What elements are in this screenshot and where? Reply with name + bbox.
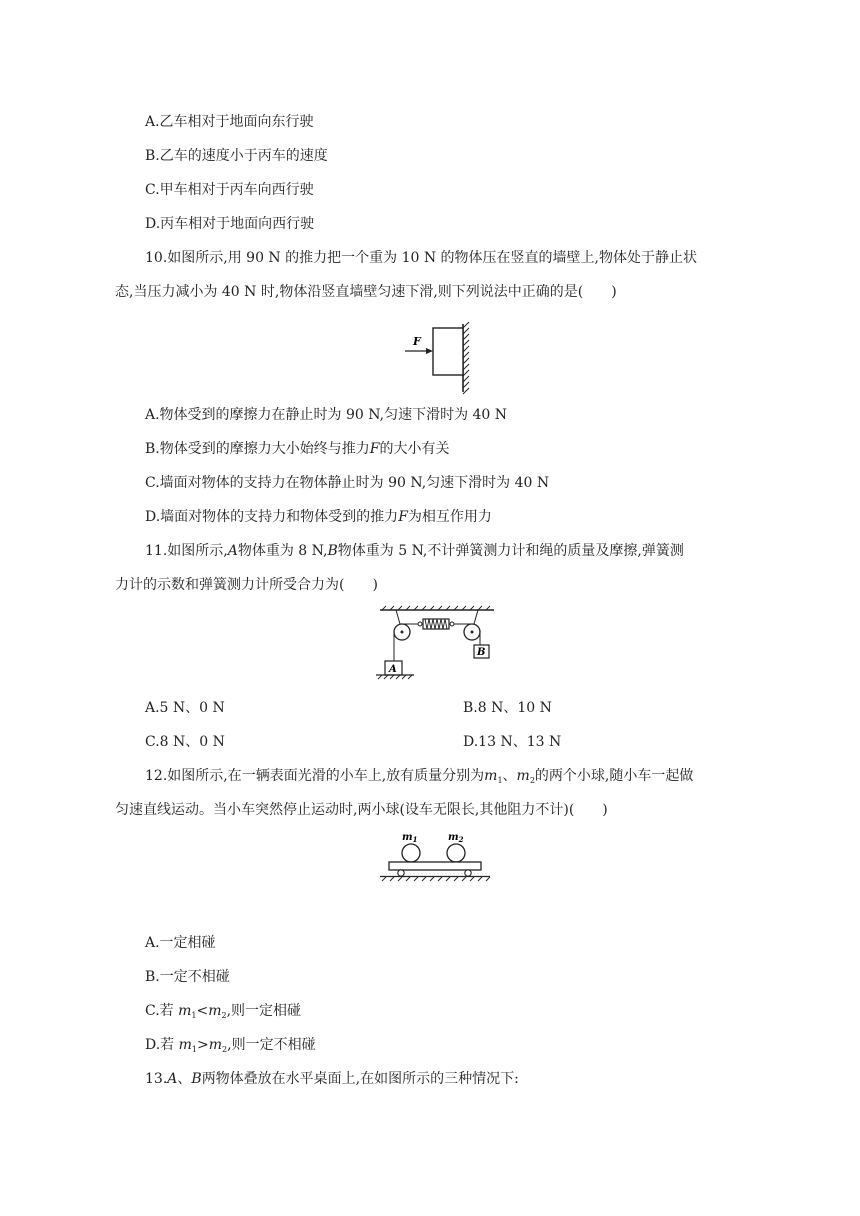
q12-stem-line2: 匀速直线运动。当小车突然停止运动时,两小球(设车无限长,其他阻力不计)( ) <box>115 802 608 818</box>
q12-option-c: C.若 $m_1<m_2$,则一定相碰 <box>145 1003 302 1020</box>
q12-option-a: A.一定相碰 <box>145 935 216 951</box>
q10-figure <box>395 320 485 396</box>
q10-option-b: B.物体受到的摩擦力大小始终与推力F的大小有关 <box>145 441 450 457</box>
q11-option-a: A.5 N、0 N <box>145 700 225 716</box>
q11-figure <box>372 605 502 681</box>
force-label: F <box>413 335 421 348</box>
q12-stem-line1: 12.如图所示,在一辆表面光滑的小车上,放有质量分别为$m_1$、$m_2$的两个小球,随小车一起做 <box>145 768 694 785</box>
q10-option-d: D.墙面对物体的支持力和物体受到的推力F为相互作用力 <box>145 509 492 525</box>
q9-option-a: A.乙车相对于地面向东行驶 <box>145 114 314 130</box>
q10-stem-line1: 10.如图所示,用 90 N 的推力把一个重为 10 N 的物体压在竖直的墙壁上,物体处于静止状 <box>145 250 697 266</box>
q9-option-d: D.丙车相对于地面向西行驶 <box>145 216 315 232</box>
q12-figure <box>375 828 495 886</box>
q9-option-b: B.乙车的速度小于丙车的速度 <box>145 148 328 164</box>
q10-option-c: C.墙面对物体的支持力在物体静止时为 90 N,匀速下滑时为 40 N <box>145 475 550 491</box>
block-b-label: B <box>477 647 486 658</box>
q10-stem-line2: 态,当压力减小为 40 N 时,物体沿竖直墙壁匀速下滑,则下列说法中正确的是( ) <box>115 284 617 300</box>
ball-1-label: $m_1$ <box>402 832 418 844</box>
ball-2-label: $m_2$ <box>448 832 464 844</box>
q12-option-d: D.若 $m_1>m_2$,则一定不相碰 <box>145 1037 316 1054</box>
q11-option-d: D.13 N、13 N <box>463 734 562 750</box>
q10-option-a: A.物体受到的摩擦力在静止时为 90 N,匀速下滑时为 40 N <box>145 407 508 423</box>
q11-option-b: B.8 N、10 N <box>463 700 552 716</box>
q11-stem-line2: 力计的示数和弹簧测力计所受合力为( ) <box>115 577 378 593</box>
q9-option-c: C.甲车相对于丙车向西行驶 <box>145 182 314 198</box>
q12-option-b: B.一定不相碰 <box>145 969 230 985</box>
q11-stem-line1: 11.如图所示,A物体重为 8 N,B物体重为 5 N,不计弹簧测力计和绳的质量及摩擦,弹簧测 <box>145 543 684 559</box>
block-a-label: A <box>389 664 397 675</box>
q13-stem: 13.A、B两物体叠放在水平桌面上,在如图所示的三种情况下: <box>145 1071 519 1087</box>
q11-option-c: C.8 N、0 N <box>145 734 225 750</box>
